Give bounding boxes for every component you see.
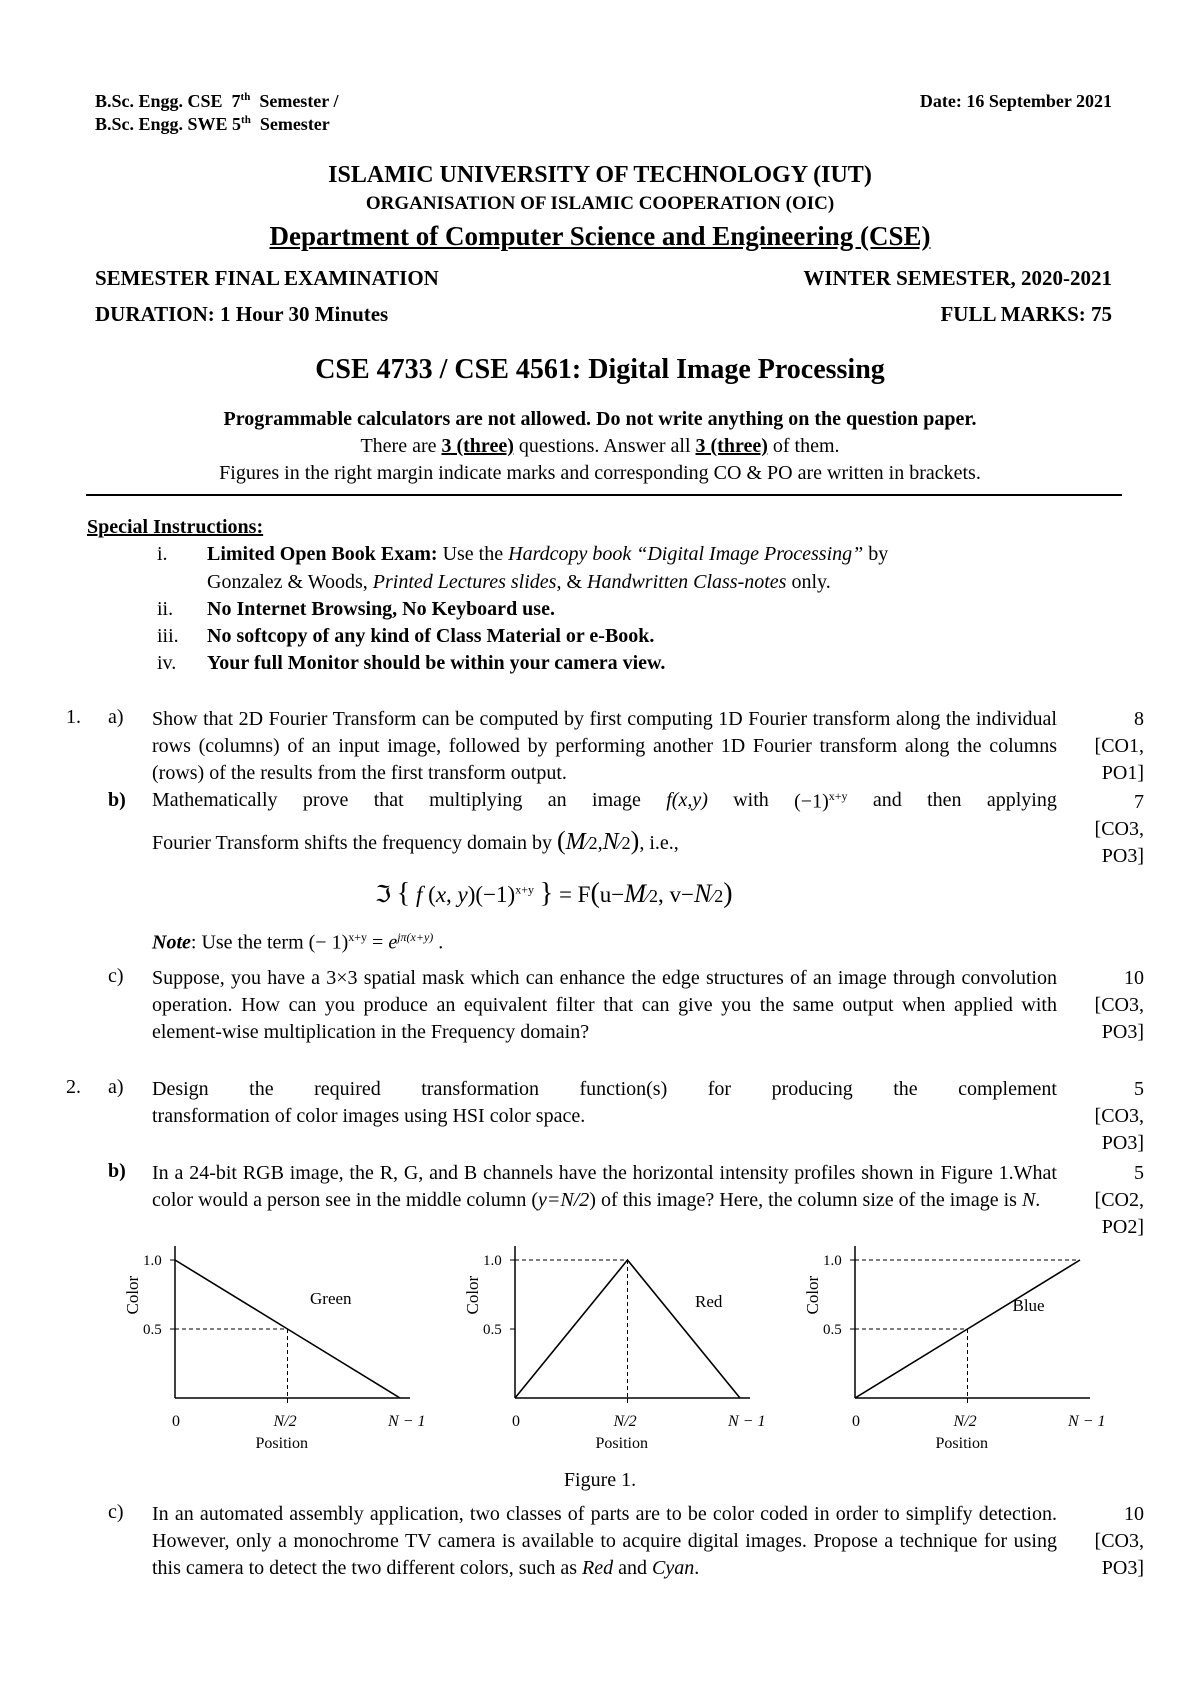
exam-semester: WINTER SEMESTER, 2020-2021 xyxy=(803,266,1112,290)
red-xlabel: Position xyxy=(595,1435,648,1452)
department-name: Department of Computer Science and Engineering (CSE) xyxy=(269,221,931,251)
red-xtick-0: 0 xyxy=(512,1413,520,1430)
blue-xtick-mid: N/2 xyxy=(953,1413,977,1430)
instruction-item-1-num: i. xyxy=(157,543,168,565)
figure-1 xyxy=(100,1240,1140,1460)
green-xtick-mid: N/2 xyxy=(273,1413,297,1430)
blue-series-label: Blue xyxy=(1012,1296,1045,1316)
question-2b-label: b) xyxy=(108,1160,126,1182)
margin-note: Figures in the right margin indicate marks and corresponding CO & PO are written in brackets. xyxy=(219,462,981,484)
organisation-name: ORGANISATION OF ISLAMIC COOPERATION (OIC) xyxy=(365,193,835,214)
question-2-number: 2. xyxy=(66,1076,81,1098)
instruction-item-1: Limited Open Book Exam: Use the Hardcopy book “Digital Image Processing” by xyxy=(207,543,889,565)
question-1a-label: a) xyxy=(108,706,124,728)
instruction-item-3-num: iii. xyxy=(157,625,179,647)
blue-xtick-end: N − 1 xyxy=(1068,1413,1106,1430)
question-2a-label: a) xyxy=(108,1076,124,1098)
green-ytick-label-1: 1.0 xyxy=(143,1253,162,1269)
question-1b-label: b) xyxy=(108,789,126,811)
program-line-1: B.Sc. Engg. CSE 7th Semester / xyxy=(95,91,339,111)
question-2c-marks: 10 [CO3, PO3] xyxy=(1094,1503,1144,1579)
green-ylabel: Color xyxy=(123,1275,142,1315)
instructions-title: Special Instructions: xyxy=(87,516,264,538)
question-1a-marks: 8 [CO1, PO1] xyxy=(1094,708,1144,784)
green-ytick-label-05: 0.5 xyxy=(143,1322,162,1338)
green-xtick-end: N − 1 xyxy=(388,1413,426,1430)
question-1a-text: Show that 2D Fourier Transform can be computed by first computing 1D Fourier transform along the individual rows (columns) of an input image, followed by performing another 1D Fourier transform along the columns (rows) of the results from the first transform output. xyxy=(152,708,1057,784)
instruction-item-1-cont: Gonzalez & Woods, Printed Lectures slides, & Handwritten Class-notes only. xyxy=(207,571,831,593)
blue-xtick-0: 0 xyxy=(852,1413,860,1430)
blue-ytick-label-05: 0.5 xyxy=(823,1322,842,1338)
green-xlabel: Position xyxy=(255,1435,308,1452)
red-xtick-mid: N/2 xyxy=(613,1413,637,1430)
calculator-note: Programmable calculators are not allowed. Do not write anything on the question paper. xyxy=(223,408,977,430)
university-name: ISLAMIC UNIVERSITY OF TECHNOLOGY (IUT) xyxy=(328,162,872,188)
figure-caption: Figure 1. xyxy=(563,1469,637,1491)
red-series-label: Red xyxy=(695,1291,723,1311)
red-profile-line xyxy=(515,1260,740,1398)
question-1c-label: c) xyxy=(108,965,124,987)
exam-type: SEMESTER FINAL EXAMINATION xyxy=(95,266,439,290)
question-1b-equation: ℑ { f (x, $y)(-1)^{x+y}$ } = F(u−M⁄2, v−N⁄2) xyxy=(375,878,733,909)
course-title: CSE 4733 / CSE 4561: Digital Image Processing xyxy=(315,354,885,385)
program-line-2: B.Sc. Engg. SWE 5th Semester xyxy=(95,114,330,134)
question-2b-text: In a 24-bit RGB image, the R, G, and B channels have the horizontal intensity profiles shown in Figure 1.What color would a person see in the middle column (y=N/2) of this image? Here, the column size of the image is N. xyxy=(152,1162,1057,1211)
red-xtick-end: N − 1 xyxy=(728,1413,766,1430)
full-marks: FULL MARKS: 75 xyxy=(940,302,1112,326)
blue-profile-line xyxy=(855,1260,1080,1398)
question-1b-line1: Mathematically prove that multiplying an image f(x,y) with $(-1)^{x+y}$ and then applying xyxy=(152,789,1057,813)
red-ytick-label-05: 0.5 xyxy=(483,1322,502,1338)
instruction-item-3: No softcopy of any kind of Class Material or e-Book. xyxy=(207,625,655,647)
instruction-item-2-num: ii. xyxy=(157,598,174,620)
question-1b-marks: 7 [CO3, PO3] xyxy=(1094,791,1144,867)
blue-xlabel: Position xyxy=(935,1435,988,1452)
green-profile-line xyxy=(175,1260,400,1398)
questions-note: There are 3 (three) questions. Answer all 3 (three) of them. xyxy=(360,435,840,457)
question-1b-line2: Fourier Transform shifts the frequency domain by (M⁄2,N⁄2), i.e., xyxy=(152,826,679,855)
exam-date: Date: 16 September 2021 xyxy=(919,91,1112,111)
blue-ytick-label-1: 1.0 xyxy=(823,1253,842,1269)
green-xtick-0: 0 xyxy=(172,1413,180,1430)
question-2b-marks: 5 [CO2, PO2] xyxy=(1094,1162,1144,1238)
question-1b-note: Note: Use the term (− $1)^{x+y} = e^{j\pi(x+y)}$ . xyxy=(152,930,444,954)
red-ytick-label-1: 1.0 xyxy=(483,1253,502,1269)
question-2a-marks: 5 [CO3, PO3] xyxy=(1094,1078,1144,1154)
question-2a-text: Design the required transformation function(s) for producing the complement transformation of color images using HSI color space. xyxy=(152,1078,1057,1127)
exam-duration: DURATION: 1 Hour 30 Minutes xyxy=(95,302,389,326)
question-1-number: 1. xyxy=(66,706,81,728)
red-ylabel: Color xyxy=(463,1275,482,1315)
question-2c-text: In an automated assembly application, two classes of parts are to be color coded in order to simplify detection. However, only a monochrome TV camera is available to acquire digital images. Propose a technique for using this camera to detect the two different colors, such as Red and Cyan. xyxy=(152,1503,1057,1579)
instruction-item-4-num: iv. xyxy=(157,652,177,674)
green-series-label: Green xyxy=(310,1289,352,1309)
blue-ylabel: Color xyxy=(803,1275,822,1315)
question-1c-text: Suppose, you have a 3×3 spatial mask which can enhance the edge structures of an image through convolution operation. How can you produce an equivalent filter that can give you the same output when applied with element-wise multiplication in the Frequency domain? xyxy=(152,967,1057,1043)
instruction-item-2: No Internet Browsing, No Keyboard use. xyxy=(207,598,555,620)
question-1c-marks: 10 [CO3, PO3] xyxy=(1094,967,1144,1043)
question-2c-label: c) xyxy=(108,1501,124,1523)
header-divider xyxy=(86,494,1122,496)
instruction-item-4: Your full Monitor should be within your camera view. xyxy=(207,652,666,674)
